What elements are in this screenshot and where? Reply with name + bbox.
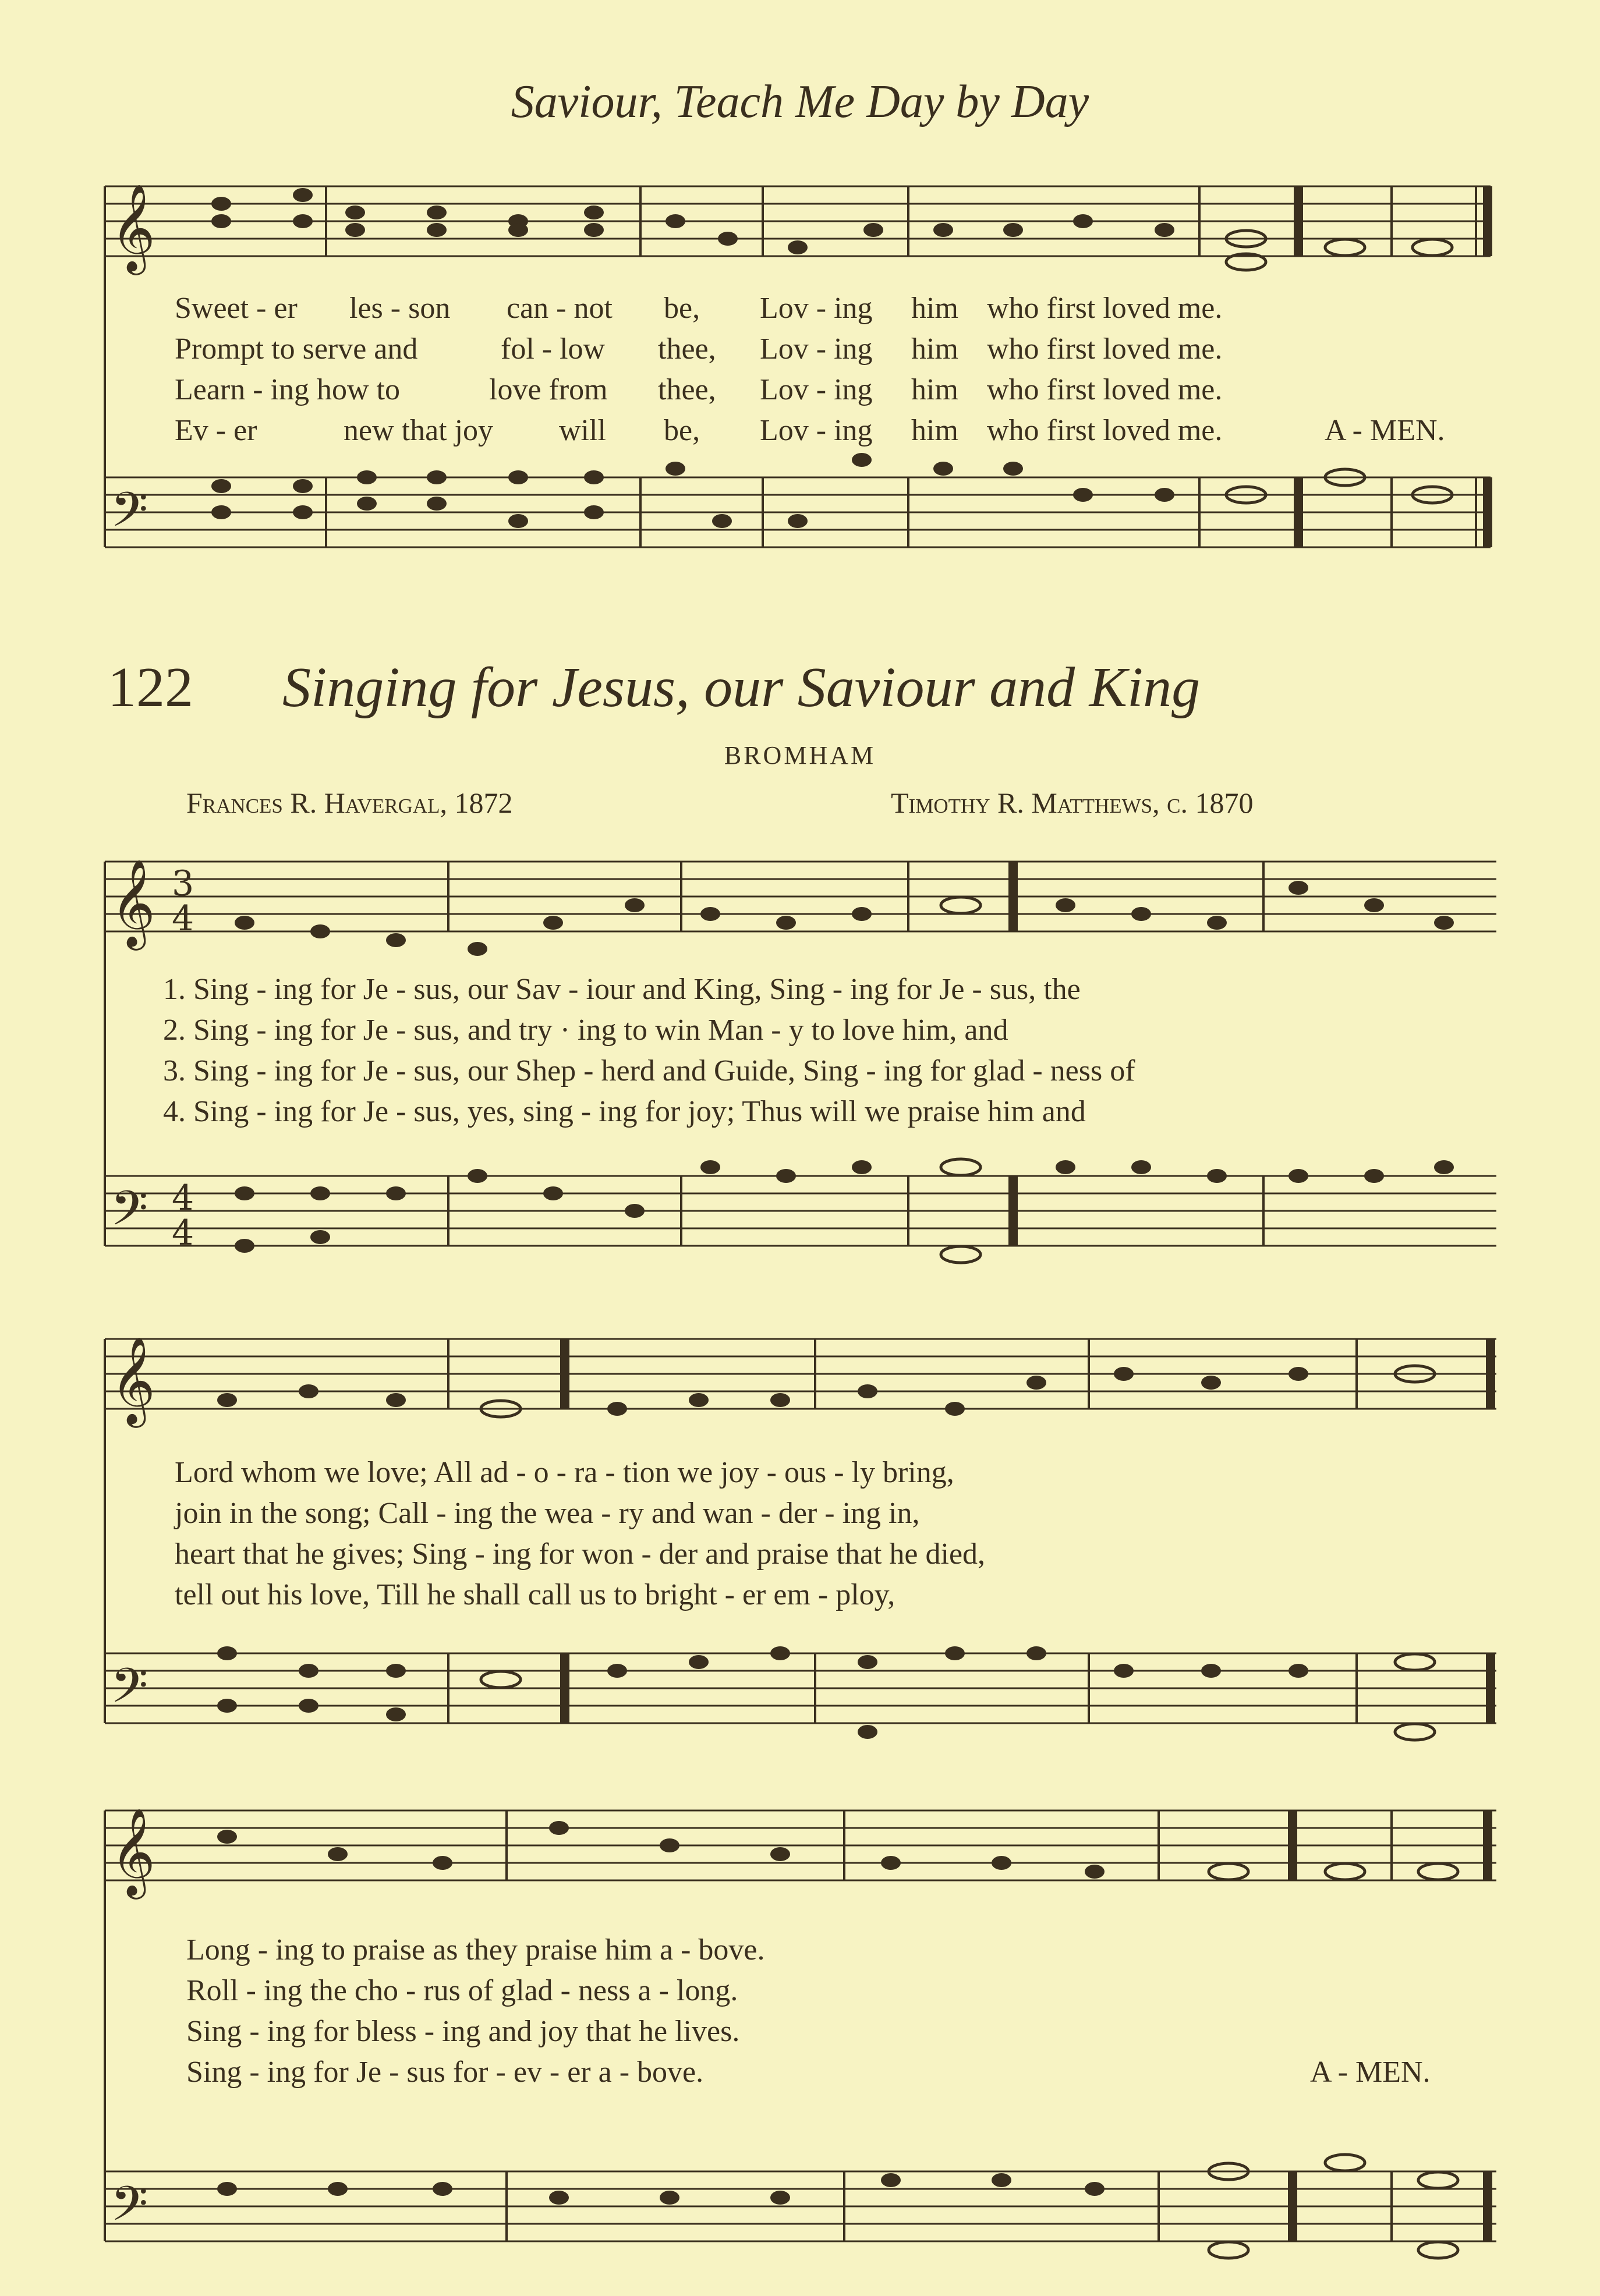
- svg-text:𝄢: 𝄢: [111, 1657, 148, 1725]
- treble-staff: [105, 1335, 1496, 1428]
- notes-bass: [211, 453, 1452, 528]
- previous-hymn-title: Saviour, Teach Me Day by Day: [511, 76, 1089, 127]
- tune-name: BROMHAM: [724, 741, 876, 770]
- svg-text:𝄢: 𝄢: [111, 1180, 148, 1248]
- verse-line: 1. Sing - ing for Je - sus, our Sav - iour and King, Sing - ing for Je - sus, the: [163, 973, 1081, 1006]
- treble-staff: [105, 858, 1496, 951]
- verse-line: 2. Sing - ing for Je - sus, and try · ing to win Man - y to love him, and: [163, 1014, 1008, 1047]
- notes-treble: [235, 881, 1454, 956]
- hymn-title: Singing for Jesus, our Saviour and King: [282, 656, 1201, 719]
- verse-line: 4. Sing - ing for Je - sus, yes, sing - ing for joy; Thus will we praise him and: [163, 1095, 1086, 1128]
- verse-line: Sing - ing for Je - sus for - ev - er a - bove.: [186, 2056, 704, 2089]
- verse-line: Lord whom we love; All ad - o - ra - tion we joy - ous - ly bring,: [175, 1456, 954, 1489]
- author-credit: Frances R. Havergal, 1872: [186, 786, 513, 819]
- lyric-line: Ev - er new that joy will be, Lov - ing him who first loved me. A - MEN.: [175, 414, 1445, 447]
- verse-line: join in the song; Call - ing the wea - ry and wan - der - ing in,: [175, 1497, 920, 1530]
- notes-treble: [211, 188, 1452, 270]
- verse-line: tell out his love, Till he shall call us to bright - er em - ploy,: [175, 1578, 895, 1611]
- svg-text:4: 4: [172, 1213, 194, 1253]
- verse-line: 3. Sing - ing for Je - sus, our Shep - herd and Guide, Sing - ing for glad - ness of: [163, 1054, 1135, 1087]
- lyric-line: Learn - ing how to love from thee, Lov - ing him who first loved me.: [175, 373, 1223, 406]
- hymn-header: [108, 655, 1505, 731]
- svg-text:3: 3: [172, 863, 194, 904]
- verse-line: heart that he gives; Sing - ing for won - der and praise that he died,: [175, 1537, 986, 1571]
- bass-staff: [105, 1653, 1496, 1725]
- treble-staff: [105, 1807, 1496, 1900]
- bass-staff: [105, 477, 1491, 550]
- svg-text:𝄞: 𝄞: [111, 858, 155, 947]
- notes-bass: [217, 1646, 1435, 1740]
- notes-treble: [217, 1821, 1458, 1880]
- svg-text:𝄢: 𝄢: [111, 2175, 148, 2244]
- verse-line: Long - ing to praise as they praise him a - bove.: [186, 1933, 765, 1967]
- svg-text:4: 4: [172, 1178, 194, 1218]
- svg-text:𝄞: 𝄞: [111, 1807, 155, 1895]
- lyric-line: Prompt to serve and fol - low thee, Lov - ing him who first loved me.: [175, 332, 1223, 366]
- svg-text:𝄞: 𝄞: [111, 183, 155, 271]
- verse-line: Roll - ing the cho - rus of glad - ness a - long.: [186, 1974, 738, 2007]
- lyric-line: Sweet - er les - son can - not be, Lov - ing him who first loved me.: [175, 292, 1223, 325]
- bass-staff: [105, 2171, 1496, 2244]
- treble-staff: [105, 183, 1491, 275]
- svg-text:𝄢: 𝄢: [111, 481, 148, 550]
- hymn-number: 122: [108, 656, 193, 719]
- composer-credit: Timothy R. Matthews, c. 1870: [891, 786, 1254, 819]
- amen-label: A - MEN.: [1310, 2056, 1431, 2089]
- svg-text:4: 4: [172, 898, 194, 939]
- verse-line: Sing - ing for bless - ing and joy that he lives.: [186, 2015, 740, 2048]
- svg-text:𝄞: 𝄞: [111, 1335, 155, 1424]
